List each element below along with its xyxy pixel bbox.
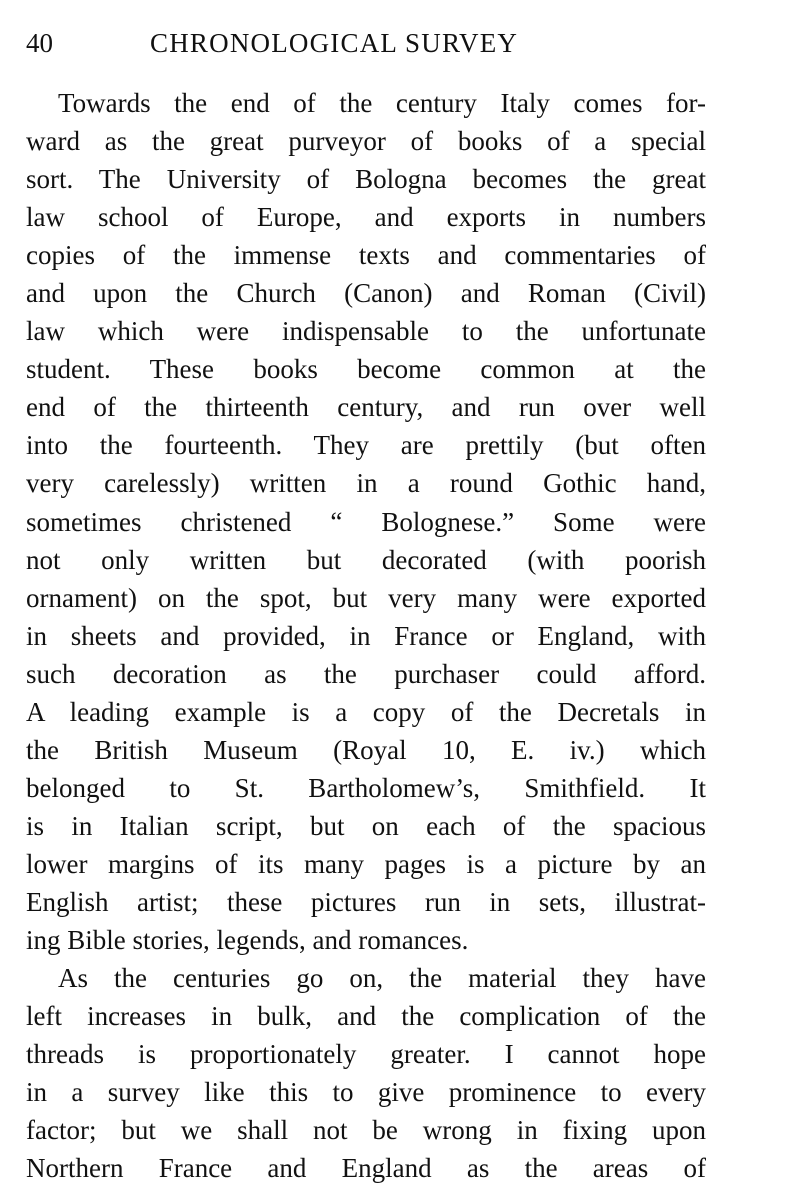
text-line: and upon the Church (Canon) and Roman (Civil) <box>26 278 706 309</box>
text-line: ornament) on the spot, but very many were exported <box>26 582 706 613</box>
text-line: threads is proportionately greater. I cannot hope <box>26 1039 706 1070</box>
text-line: the British Museum (Royal 10, E. iv.) which <box>26 734 706 765</box>
text-line: end of the thirteenth century, and run over well <box>26 392 706 423</box>
text-line: copies of the immense texts and commentaries of <box>26 240 706 271</box>
text-line: in a survey like this to give prominence to every <box>26 1077 706 1108</box>
text-line: As the centuries go on, the material they have <box>58 963 706 994</box>
page-number: 40 <box>26 28 53 58</box>
text-line: into the fourteenth. They are prettily (but often <box>26 430 706 461</box>
text-line: factor; but we shall not be wrong in fixing upon <box>26 1115 706 1146</box>
text-line: Towards the end of the century Italy comes for- <box>58 88 706 118</box>
text-line: law which were indispensable to the unfortunate <box>26 316 706 347</box>
text-line: belonged to St. Bartholomew’s, Smithfield. It <box>26 772 706 803</box>
text-line: student. These books become common at the <box>26 354 706 385</box>
text-line: sort. The University of Bologna becomes the great <box>26 164 706 195</box>
text-line: in sheets and provided, in France or England, with <box>26 620 706 651</box>
text-line: Northern France and England as the areas of <box>26 1153 706 1184</box>
text-line: law school of Europe, and exports in numbers <box>26 202 706 233</box>
text-line: left increases in bulk, and the complication of the <box>26 1001 706 1032</box>
text-line: such decoration as the purchaser could afford. <box>26 658 706 689</box>
text-line: very carelessly) written in a round Gothic hand, <box>26 468 706 499</box>
text-line: ward as the great purveyor of books of a special <box>26 126 706 157</box>
text-line: not only written but decorated (with poorish <box>26 544 706 575</box>
page-header <box>26 28 706 62</box>
text-line: A leading example is a copy of the Decretals in <box>26 696 706 727</box>
text-line: sometimes christened “ Bolognese.” Some were <box>26 506 706 537</box>
body-text <box>26 84 706 1187</box>
running-title: CHRONOLOGICAL SURVEY <box>150 28 519 58</box>
text-line: is in Italian script, but on each of the spacious <box>26 810 706 841</box>
text-line: ing Bible stories, legends, and romances. <box>26 925 469 956</box>
text-line: English artist; these pictures run in sets, illustrat- <box>26 886 706 917</box>
text-line: lower margins of its many pages is a picture by an <box>26 848 706 879</box>
